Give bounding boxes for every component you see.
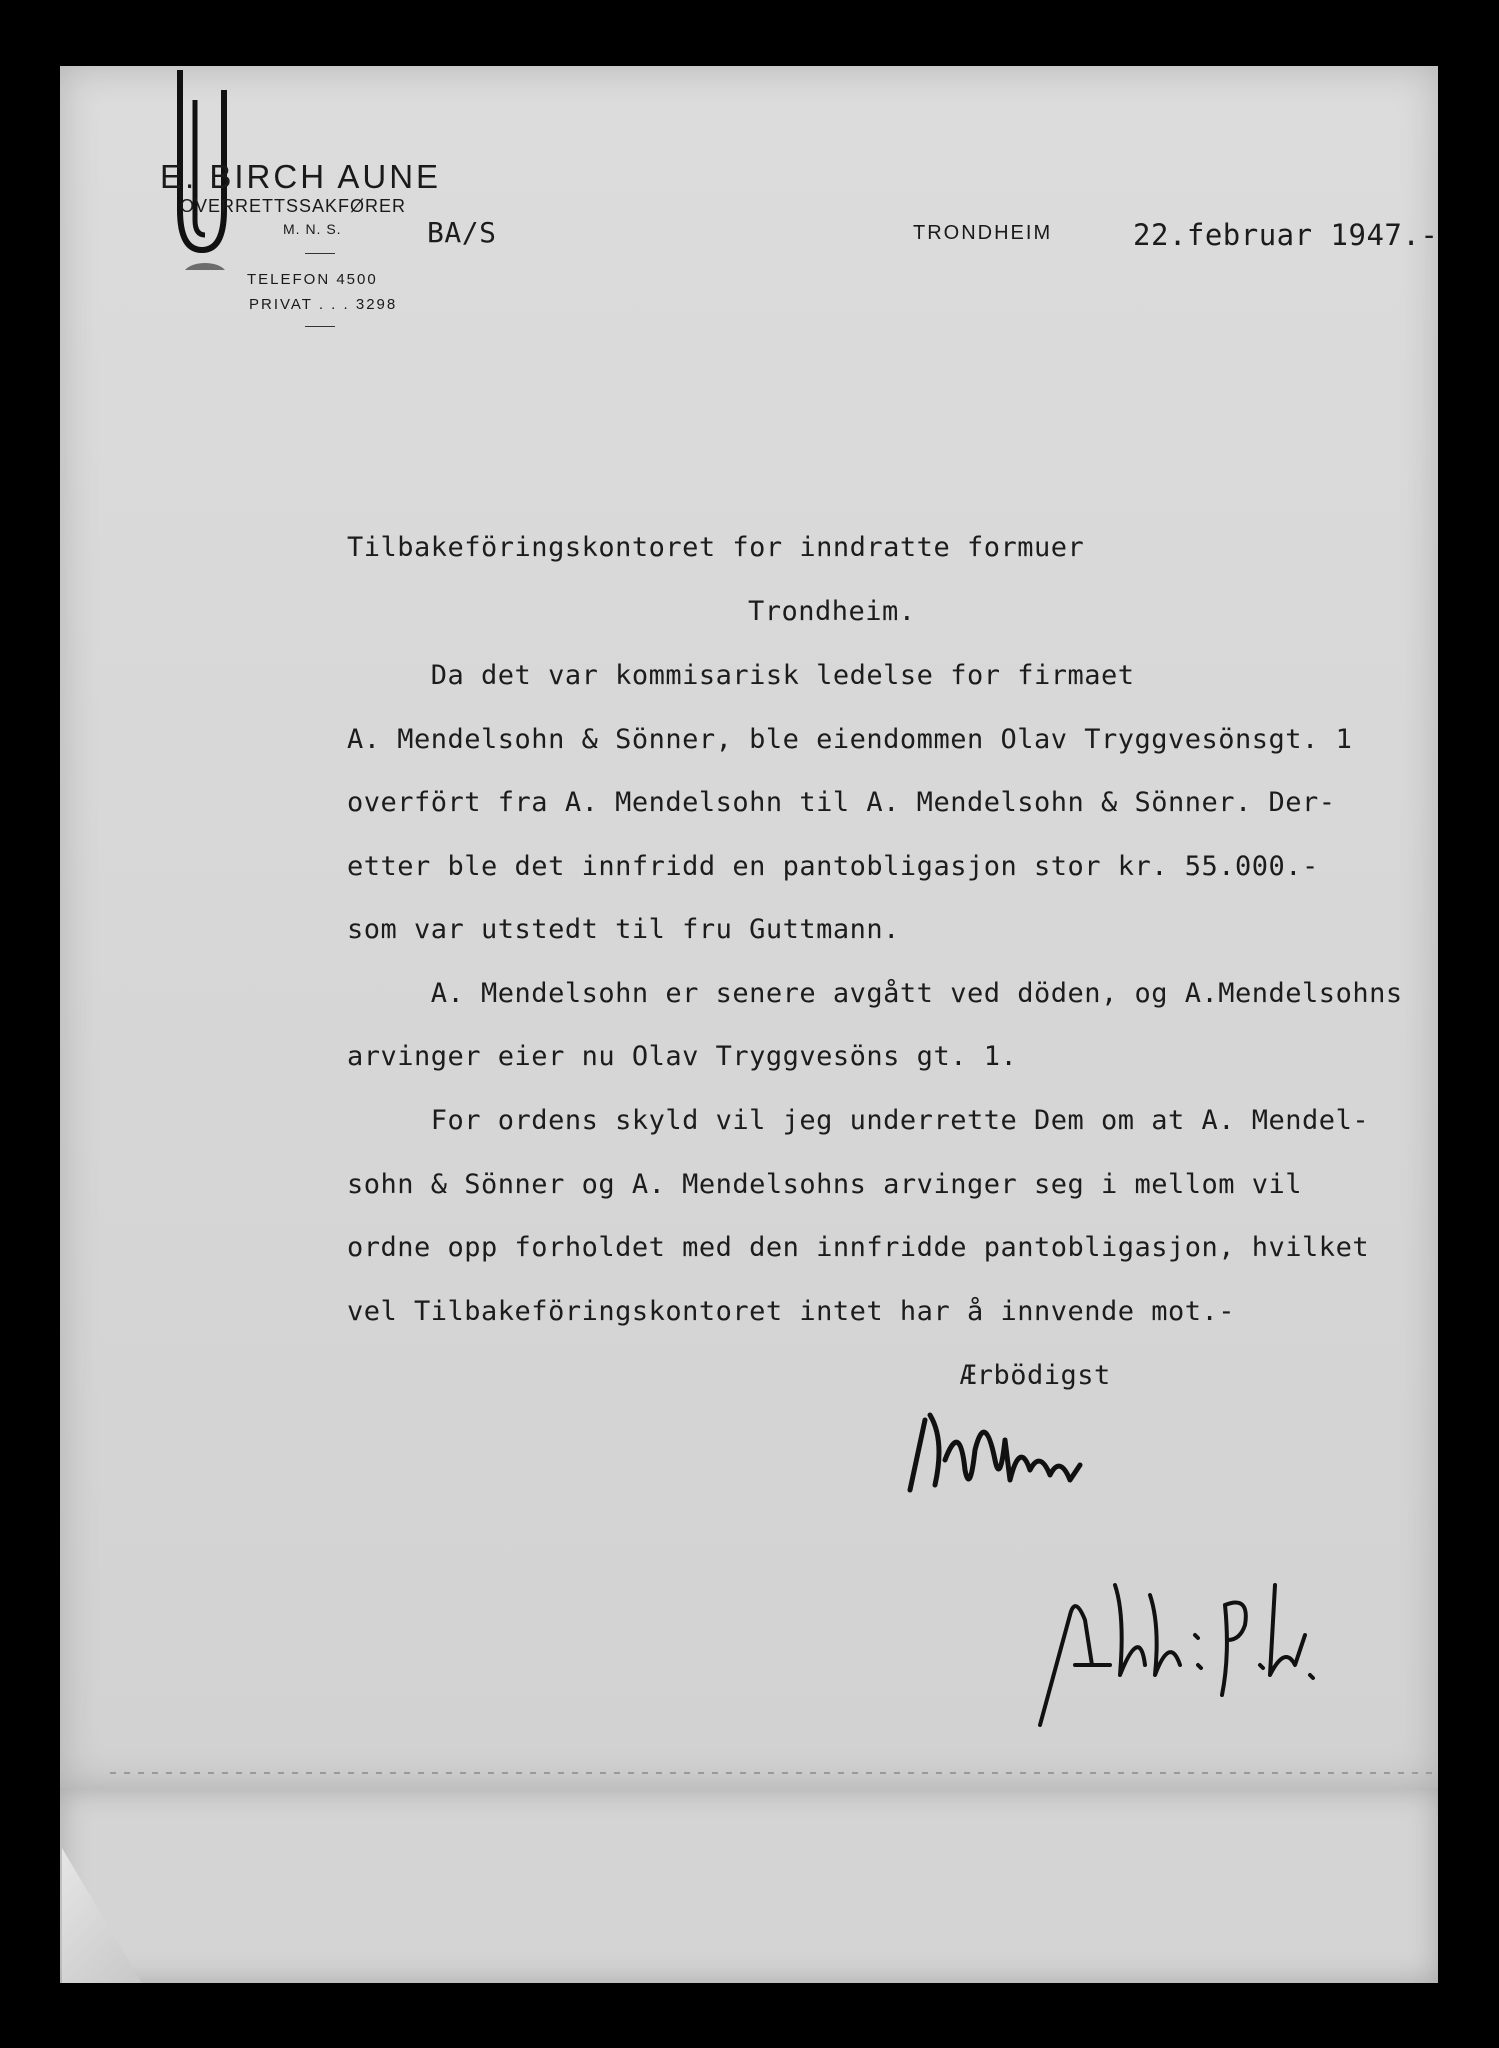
letterhead-private-phone: PRIVAT . . . 3298 [249,296,398,313]
letterhead-rule [305,326,335,327]
paper-lower-fold [60,1788,1438,1983]
letterhead-phone: TELEFON 4500 [247,271,378,288]
body-line: Da det var kommisarisk ledelse for firmaet [347,660,1135,691]
body-line: som var utstedt til fru Guttmann. [347,914,900,945]
body-line: A. Mendelsohn er senere avgått ved döden, og A.Mendelsohns [347,978,1403,1009]
letterhead-name: E. BIRCH AUNE [160,158,442,195]
letterhead-member: M. N. S. [283,221,342,237]
letterhead-title: OVERRETTSSAKFØRER [180,196,407,216]
body-line: A. Mendelsohn & Sönner, ble eiendommen Olav Tryggvesönsgt. 1 [347,724,1353,755]
signature [905,1400,1105,1510]
body-line: ordne opp forholdet med den innfridde pantobligasjon, hvilket [347,1232,1370,1263]
body-line: etter ble det innfridd en pantobligasjon stor kr. 55.000.- [347,851,1319,882]
city: TRONDHEIM [913,222,1053,244]
annotation [1030,1525,1320,1735]
fold-line [110,1772,1440,1774]
body-line: arvinger eier nu Olav Tryggvesöns gt. 1. [347,1041,1018,1072]
reference: BA/S [427,216,497,249]
recipient-city: Trondheim. [748,596,916,627]
body-line: overfört fra A. Mendelsohn til A. Mendelsohn & Sönner. Der- [347,787,1336,818]
recipient-line: Tilbakeföringskontoret for inndratte formuer [347,532,1085,563]
closing: Ærbödigst [960,1360,1111,1391]
date: 22.februar 1947.- [1133,218,1439,252]
body-line: For ordens skyld vil jeg underrette Dem om at A. Mendel- [347,1105,1370,1136]
letterhead-rule [305,253,335,254]
body-line: sohn & Sönner og A. Mendelsohns arvinger seg i mellom vil [347,1169,1303,1200]
body-line: vel Tilbakeföringskontoret intet har å innvende mot.- [347,1296,1236,1327]
